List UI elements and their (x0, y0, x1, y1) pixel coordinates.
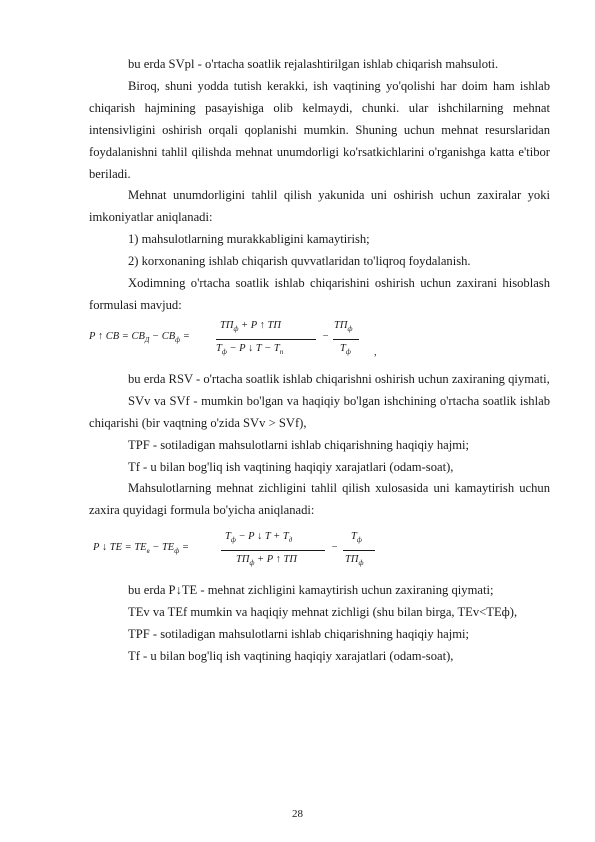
formula-hourly-output-reserve (89, 317, 550, 363)
formula2-minus: − (331, 542, 339, 554)
formula2-fraction-bar (221, 550, 325, 551)
paragraph-tev-tef-definition: TEv va TEf mumkin va haqiqiy mehnat zichligi (shu bilan birga, TEv<TEф), (128, 605, 518, 620)
formula2-denominator: $TП_ф + P$ ↑ TП (236, 554, 297, 568)
paragraph-formula-intro: Xodimning o'rtacha soatlik ishlab chiqarishini oshirish uchun zaxirani hisoblash formulasi mavjud: (89, 276, 550, 312)
paragraph-pte-definition: bu erda P↓TE - mehnat zichligini kamaytirish uchun zaxiraning qiymati; (128, 583, 494, 598)
formula1-minus: − (322, 330, 330, 342)
paragraph-svv-svf-definition: SVv va SVf - mumkin bo'lgan va haqiqiy bo'lgan ishchining o'rtacha soatlik ishlab chiqarishi (bir vaqtning o'zida SVv > SVf), (89, 393, 550, 430)
page-number: 28 (292, 808, 303, 820)
formula1-denominator2: $T_ф$ (340, 342, 351, 356)
formula1-numerator2: $TП_ф$ (334, 319, 353, 333)
list-item-1: 1) mahsulotlarning murakkabligini kamaytirish; (128, 232, 370, 247)
paragraph-reserves-intro: Mehnat unumdorligini tahlil qilish yakunida uni oshirish uchun zaxiralar yoki imkoniyatlar aniqlanadi: (89, 188, 550, 225)
paragraph-labor-intensity-intro: Mahsulotlarning mehnat zichligini tahlil qilish xulosasida uni kamaytirish uchun zaxira quyidagi formula bo'yicha aniqlanadi: (89, 481, 550, 518)
formula1-denominator: $T_ф - P$ ↓ $T - T_п$ (216, 342, 284, 356)
formula1-numerator: $TП_ф + P$ ↑ TП (220, 319, 281, 333)
formula2-numerator2: $T_ф$ (351, 531, 362, 545)
formula2-lhs: P ↓ TE = $TE_в - TE_ф$ = (93, 542, 189, 556)
formula1-lhs: P ↑ CB = $CB_Д - CB_ф$ = (89, 330, 190, 344)
formula1-comma: , (374, 346, 377, 358)
paragraph-rsv-definition: bu erda RSV - o'rtacha soatlik ishlab chiqarishni oshirish uchun zaxiraning qiymati, (128, 371, 550, 386)
formula2-denominator2: $TП_ф$ (345, 554, 364, 568)
formula1-fraction-bar2 (333, 339, 359, 340)
list-item-2: 2) korxonaning ishlab chiqarish quvvatlaridan to'liqroq foydalanish. (128, 254, 471, 269)
paragraph-tpf-definition-2: TPF - sotiladigan mahsulotlarni ishlab chiqarishning haqiqiy hajmi; (128, 627, 470, 642)
paragraph-tpf-definition: TPF - sotiladigan mahsulotlarni ishlab chiqarishning haqiqiy hajmi; (128, 437, 470, 452)
paragraph-tf-definition-2: Tf - u bilan bog'liq ish vaqtining haqiqiy xarajatlari (odam-soat), (128, 648, 454, 663)
document-page (89, 0, 550, 668)
paragraph-time-loss: Biroq, shuni yodda tutish kerakki, ish vaqtining yo'qolishi har doim ham ishlab chiqarish hajmining pasayishiga olib kelmaydi, chunki. ular ishchilarning mehnat intensivligini oshirish orqali qoplanishi mumkin. Shuning uchun mehnat resurslaridan foydalanishni tahlil qilishda mehnat unumdorligi ko'rsatkichlarini o'rganishga katta e'tibor beriladi. (89, 78, 550, 181)
formula-labor-intensity-reserve (93, 528, 550, 574)
paragraph-svpl-definition: bu erda SVpl - o'rtacha soatlik rejalashtirilgan ishlab chiqarish mahsuloti. (128, 57, 499, 71)
paragraph-tf-definition: Tf - u bilan bog'liq ish vaqtining haqiqiy xarajatlari (odam-soat), (128, 459, 454, 474)
formula2-fraction-bar2 (343, 550, 375, 551)
formula2-numerator: $T_ф - P$ ↓ $T + T_д$ (225, 531, 293, 545)
formula1-fraction-bar (216, 339, 316, 340)
